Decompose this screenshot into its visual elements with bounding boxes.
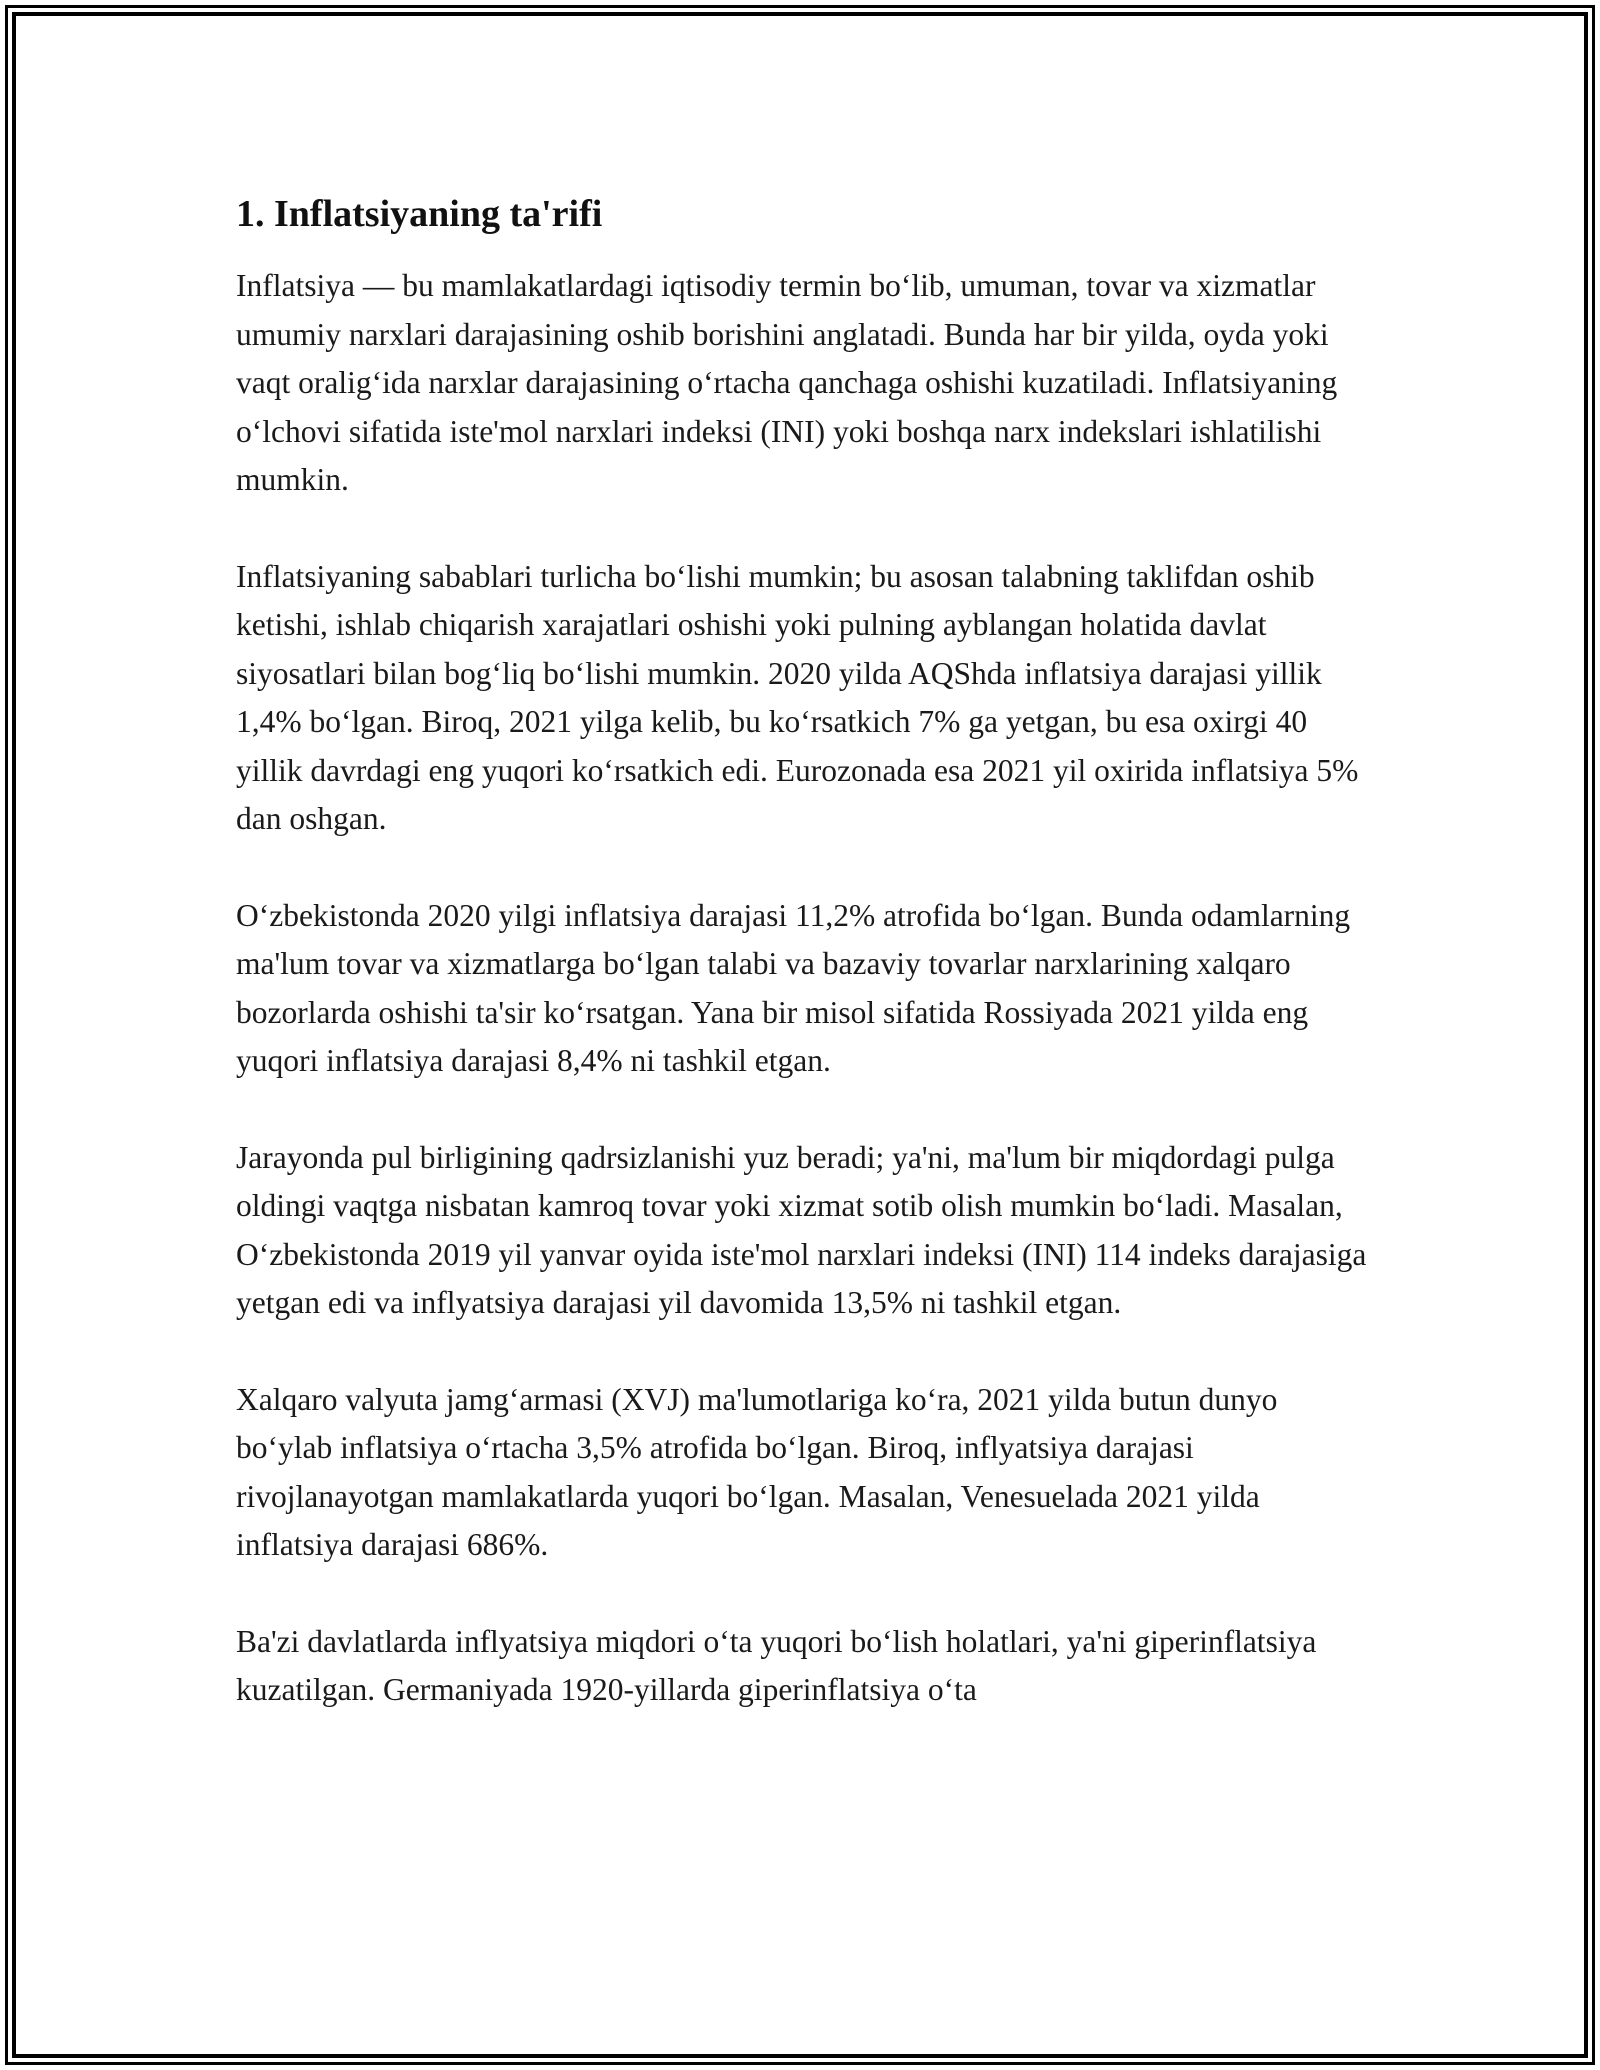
paragraph-definition: Inflatsiya — bu mamlakatlardagi iqtisodiy termin bo‘lib, umuman, tovar va xizmatlar umumiy narxlari darajasining oshib borishini anglatadi. Bunda har bir yilda, oyda yoki vaqt oralig‘ida narxlar darajasining o‘rtacha qanchaga oshishi kuzatiladi. Inflatsiyaning o‘lchovi sifatida iste'mol narxlari indeksi (INI) yoki boshqa narx indekslari ishlatilishi mumkin. xyxy=(236,268,1338,497)
paragraph-imf: Xalqaro valyuta jamg‘armasi (XVJ) ma'lumotlariga ko‘ra, 2021 yilda butun dunyo bo‘ylab inflatsiya o‘rtacha 3,5% atrofida bo‘lgan. Biroq, inflyatsiya darajasi rivojlanayotgan mamlakatlarda yuqori bo‘lgan. Masalan, Venesuelada 2021 yilda inflatsiya darajasi 686%. xyxy=(236,1381,1278,1562)
paragraph-causes: Inflatsiyaning sabablari turlicha bo‘lishi mumkin; bu asosan talabning taklifdan oshib ketishi, ishlab chiqarish xarajatlari oshishi yoki pulning ayblangan holatida davlat siyosatlari bilan bog‘liq bo‘lishi mumkin. 2020 yilda AQShda inflatsiya darajasi yillik 1,4% bo‘lgan. Biroq, 2021 yilga kelib, bu ko‘rsatkich 7% ga yetgan, bu esa oxirgi 40 yillik davrdagi eng yuqori ko‘rsatkich edi. Eurozonada esa 2021 yil oxirida inflatsiya 5% dan oshgan. xyxy=(236,558,1359,836)
paragraph-devaluation: Jarayonda pul birligining qadrsizlanishi yuz beradi; ya'ni, ma'lum bir miqdordagi pulga oldingi vaqtga nisbatan kamroq tovar yoki xizmat sotib olish mumkin bo‘ladi. Masalan, O‘zbekistonda 2019 yil yanvar oyida iste'mol narxlari indeksi (INI) 114 indeks darajasiga yetgan edi va inflyatsiya darajasi yil davomida 13,5% ni tashkil etgan. xyxy=(236,1139,1367,1320)
paragraph-uzbekistan: O‘zbekistonda 2020 yilgi inflatsiya darajasi 11,2% atrofida bo‘lgan. Bunda odamlarning ma'lum tovar va xizmatlarga bo‘lgan talabi va bazaviy tovarlar narxlarining xalqaro bozorlarda oshishi ta'sir ko‘rsatgan. Yana bir misol sifatida Rossiyada 2021 yilda eng yuqori inflatsiya darajasi 8,4% ni tashkil etgan. xyxy=(236,897,1351,1078)
paragraph-hyperinflation: Ba'zi davlatlarda inflyatsiya miqdori o‘ta yuqori bo‘lish holatlari, ya'ni giperinflatsiya kuzatilgan. Germaniyada 1920-yillarda giperinflatsiya o‘ta xyxy=(236,1623,1317,1707)
document-body xyxy=(236,186,1376,1763)
section-heading: 1. Inflatsiyaning ta'rifi xyxy=(236,193,603,235)
